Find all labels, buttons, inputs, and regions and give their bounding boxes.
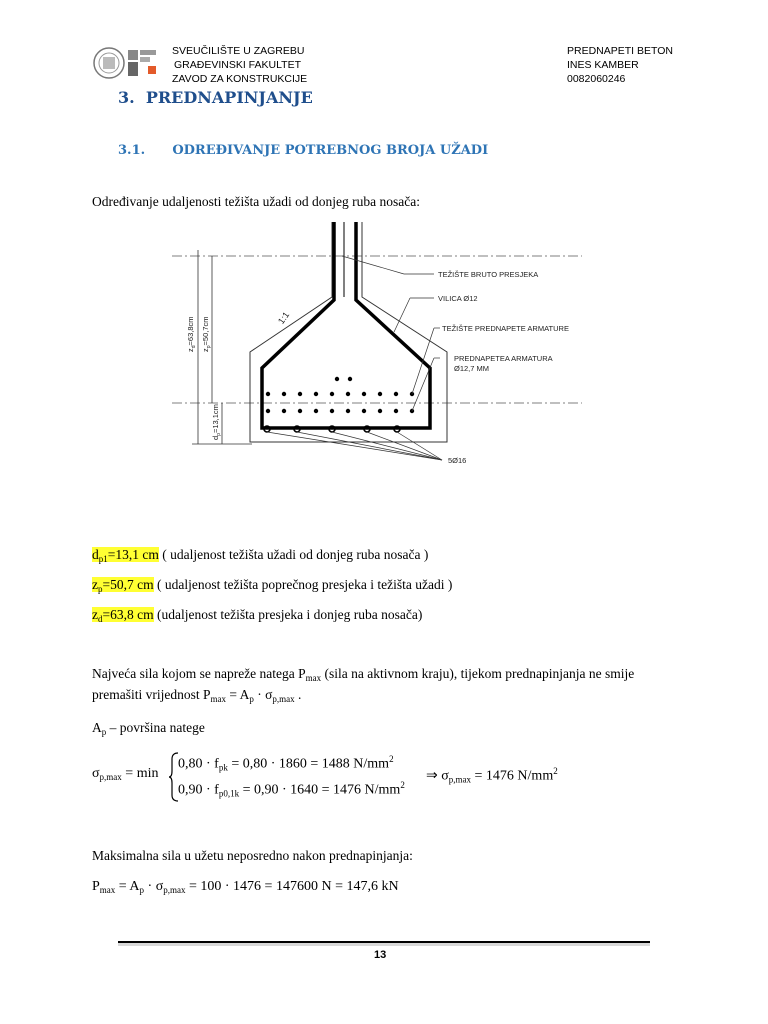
dim-dp-val: =13,1cm [211,404,220,434]
svg-text:zd=63,8cm [186,316,197,352]
university-name: SVEUČILIŠTE U ZAGREBU [172,45,305,57]
dim-zd-val: =63,8cm [186,316,195,346]
cross-section-figure [172,222,592,474]
paragraph-max-force: Najveća sila kojom se napreže natega $P_{max}$ (sila na aktivnom kraju), tijekom prednapinjanja ne smije [92,666,635,683]
svg-text:zp=50,7cm [201,316,212,352]
author-name: INES KAMBER [567,59,639,71]
value-dp1-line [92,547,428,564]
formula-sigma-max: $\sigma_{p,max} = \min$ [92,766,159,782]
ap-definition: $A_p$ – površina natege [92,720,205,737]
dim-zp-sym: z [201,348,210,352]
department-name: ZAVOD ZA KONSTRUKCIJE [172,73,308,85]
footer-shadow [118,943,650,946]
header-right [567,44,673,86]
value-zp-desc: ( udaljenost težišta poprečnog presjeka i težišta užadi ) [153,577,453,592]
slope-label: 1:1 [275,309,292,326]
label-strand-diameter: Ø12,7 MM [454,364,490,373]
paragraph-max-strand-force: Maksimalna sila u užetu neposredno nakon prednapinjanja: [92,848,413,863]
section-heading [118,88,313,107]
label-gross-centroid: TEŽIŠTE BRUTO PRESJEKA [438,270,539,279]
paragraph-max-force-2: premašiti vrijednost $P_{max} = A_p \cdot \sigma_{p,max}$ . [92,687,302,704]
formula-row-1: $0,80 \cdot f_{pk} = 0,80 \cdot 1860 = 1488$ $N/mm^2$ [178,754,394,773]
formula-result: ⇒ $\sigma_{p,max} = 1476$ $N/mm^2$ [426,766,558,785]
student-id: 0082060246 [567,73,626,85]
value-dp1-desc: ( udaljenost težišta užadi od donjeg ruba nosača ) [158,547,429,562]
value-zd-line [92,607,422,624]
dim-zd-sub: d [191,345,197,349]
formula-pmax: $P_{max} = A_p \cdot \sigma_{p,max} = 100 \cdot 1476 = 147600$ N = 147,6 kN [92,879,399,895]
page-number: 13 [374,949,387,961]
label-bottom-bars: 5Ø16 [448,456,467,465]
dim-dp-sub: p [216,433,222,436]
formula-row-2: $0,90 \cdot f_{p0,1k} = 0,90 \cdot 1640 = 1476$ $N/mm^2$ [178,780,405,799]
strands-group [266,377,414,413]
dim-zp-val: =50,7cm [201,316,210,346]
dim-zd-sym: z [186,348,195,352]
label-prestress-steel: PREDNAPETEA ARMATURA [454,354,553,363]
faculty-name: GRAĐEVINSKI FAKULTET [174,59,301,71]
subsection-title: ODREĐIVANJE POTREBNOG BROJA UŽADI [172,143,489,158]
section-title: PREDNAPINJANJE [145,88,313,107]
value-zd-desc: (udaljenost težišta presjeka i donjeg ruba nosača) [153,607,423,622]
dim-zp-sub: p [206,345,212,349]
value-zd-highlight: $z_d=63,8$ cm [92,607,154,624]
value-zp-line [92,577,452,594]
svg-text:dp=13,1cm [211,404,222,440]
label-prestress-centroid: TEŽIŠTE PREDNAPETE ARMATURE [442,324,569,333]
subsection-number: 3.1. [118,143,146,158]
faculty-logo [92,44,160,82]
section-number: 3. [118,88,135,107]
label-stirrup: VILICA Ø12 [438,294,478,303]
value-dp1-highlight: $d_{p1}=13,1$ cm [92,547,159,564]
value-zp-highlight: $z_p=50,7$ cm [92,577,154,594]
subsection-heading [118,143,488,158]
header-left [172,44,307,86]
dim-dp-sym: d [211,435,220,440]
intro-text: Određivanje udaljenosti težišta užadi od donjeg ruba nosača: [92,194,421,209]
course-name: PREDNAPETI BETON [567,45,673,57]
